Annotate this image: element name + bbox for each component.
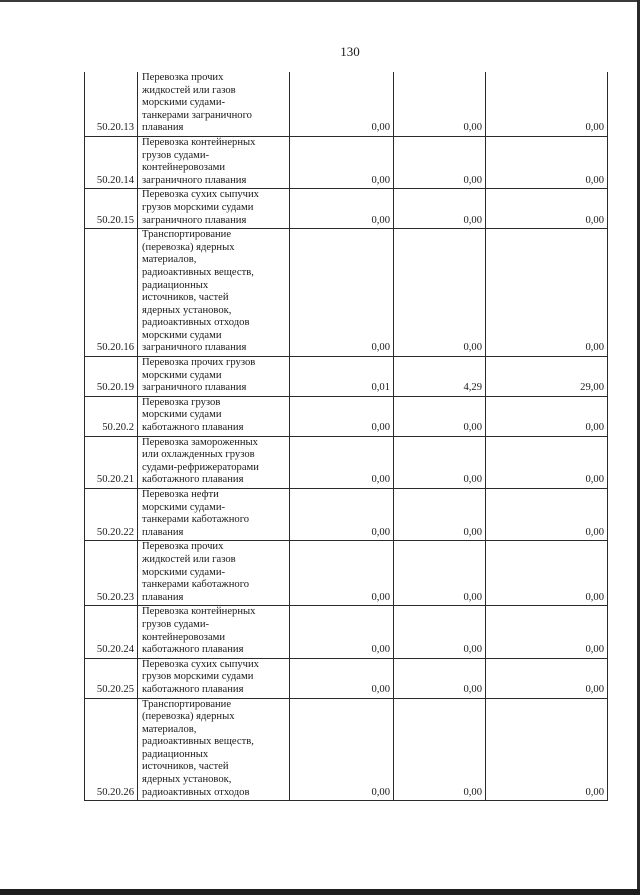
table-row: [85, 72, 608, 136]
row-code: 50.20.13: [85, 72, 138, 136]
row-name-line: морскими судами: [142, 369, 222, 381]
row-name-line: каботажного плавания: [142, 474, 244, 486]
row-value-v3: 0,00: [486, 606, 608, 658]
row-code: 50.20.16: [85, 229, 138, 357]
row-code: 50.20.15: [85, 189, 138, 229]
page-number: 130: [340, 44, 360, 59]
row-name-line: или охлажденных грузов: [142, 449, 255, 461]
row-name-line: радиоактивных отходов: [142, 317, 250, 329]
row-value-v1: 0,00: [290, 606, 394, 658]
row-name-line: Транспортирование: [142, 698, 232, 710]
row-name: [138, 698, 290, 801]
row-name-line: судами-рефрижераторами: [142, 461, 259, 473]
table-row: [85, 436, 608, 488]
data-table: [84, 72, 608, 801]
row-name-line: Перевозка замороженных: [142, 436, 258, 448]
row-code: 50.20.24: [85, 606, 138, 658]
row-code: 50.20.22: [85, 489, 138, 541]
row-name: [138, 72, 290, 136]
row-name: [138, 396, 290, 436]
row-name-line: морскими судами: [142, 409, 222, 421]
row-name-line: Перевозка контейнерных: [142, 606, 256, 618]
row-name: [138, 436, 290, 488]
row-name-line: контейнеровозами: [142, 631, 226, 643]
row-name: [138, 357, 290, 397]
table-row: [85, 136, 608, 188]
row-name-line: заграничного плавания: [142, 342, 247, 354]
row-name-line: радиоактивных веществ,: [142, 736, 254, 748]
row-name-line: морскими судами-: [142, 566, 226, 578]
row-name-line: Перевозка прочих грузов: [142, 357, 256, 369]
row-value-v2: 0,00: [394, 396, 486, 436]
row-name-line: (перевозка) ядерных: [142, 241, 235, 253]
row-name-line: жидкостей или газов: [142, 84, 236, 96]
row-code: 50.20.19: [85, 357, 138, 397]
row-value-v1: 0,01: [290, 357, 394, 397]
row-value-v2: 0,00: [394, 229, 486, 357]
row-value-v1: 0,00: [290, 658, 394, 698]
row-value-v1: 0,00: [290, 72, 394, 136]
row-name-line: источников, частей: [142, 761, 229, 773]
row-name-line: материалов,: [142, 254, 197, 266]
row-name-line: Перевозка сухих сыпучих: [142, 658, 259, 670]
row-name-line: материалов,: [142, 723, 197, 735]
table-body: [85, 72, 608, 801]
row-name: [138, 658, 290, 698]
row-name: [138, 189, 290, 229]
row-name: [138, 606, 290, 658]
table-row: [85, 658, 608, 698]
row-name-line: (перевозка) ядерных: [142, 711, 235, 723]
row-value-v1: 0,00: [290, 189, 394, 229]
row-name-line: радиационных: [142, 279, 209, 291]
row-name-line: грузов судами-: [142, 149, 210, 161]
row-name-line: ядерных установок,: [142, 304, 232, 316]
row-value-v3: 0,00: [486, 189, 608, 229]
row-name-line: морскими судами-: [142, 97, 226, 109]
row-name-line: каботажного плавания: [142, 683, 244, 695]
row-value-v2: 0,00: [394, 658, 486, 698]
row-value-v3: 0,00: [486, 436, 608, 488]
row-name-line: Перевозка нефти: [142, 489, 219, 500]
row-value-v3: 29,00: [486, 357, 608, 397]
row-value-v2: 0,00: [394, 136, 486, 188]
row-name-line: плавания: [142, 122, 184, 134]
table-row: [85, 229, 608, 357]
row-name: [138, 489, 290, 541]
scan-edge-top: [0, 0, 640, 2]
row-code: 50.20.26: [85, 698, 138, 801]
row-name: [138, 229, 290, 357]
row-value-v1: 0,00: [290, 396, 394, 436]
row-code: 50.20.25: [85, 658, 138, 698]
row-value-v1: 0,00: [290, 436, 394, 488]
row-code: 50.20.14: [85, 136, 138, 188]
row-name-line: заграничного плавания: [142, 382, 247, 394]
row-name-line: грузов судами-: [142, 618, 210, 630]
row-value-v1: 0,00: [290, 489, 394, 541]
row-name-line: Транспортирование: [142, 229, 232, 241]
row-value-v1: 0,00: [290, 229, 394, 357]
row-name-line: заграничного плавания: [142, 214, 247, 226]
row-value-v3: 0,00: [486, 658, 608, 698]
row-value-v1: 0,00: [290, 698, 394, 801]
row-name-line: морскими судами: [142, 329, 222, 341]
row-name: [138, 541, 290, 606]
row-value-v3: 0,00: [486, 489, 608, 541]
row-name-line: Перевозка грузов: [142, 396, 221, 408]
row-value-v1: 0,00: [290, 136, 394, 188]
scan-edge-bottom: [0, 889, 640, 895]
row-code: 50.20.23: [85, 541, 138, 606]
row-name: [138, 136, 290, 188]
table-row: [85, 698, 608, 801]
row-name-line: жидкостей или газов: [142, 553, 236, 565]
row-value-v2: 0,00: [394, 698, 486, 801]
row-name-line: морскими судами-: [142, 501, 226, 513]
row-value-v2: 0,00: [394, 72, 486, 136]
row-value-v3: 0,00: [486, 229, 608, 357]
table-row: [85, 189, 608, 229]
row-name-line: плавания: [142, 591, 184, 603]
row-value-v2: 0,00: [394, 489, 486, 541]
row-name-line: источников, частей: [142, 292, 229, 304]
row-value-v2: 0,00: [394, 436, 486, 488]
row-name-line: грузов морскими судами: [142, 201, 254, 213]
row-value-v3: 0,00: [486, 136, 608, 188]
table-row: [85, 357, 608, 397]
row-name-line: контейнеровозами: [142, 162, 226, 174]
table-row: [85, 606, 608, 658]
row-name-line: радиоактивных веществ,: [142, 266, 254, 278]
row-name-line: танкерами заграничного: [142, 109, 252, 121]
row-name-line: Перевозка прочих: [142, 541, 224, 553]
row-name-line: танкерами каботажного: [142, 579, 250, 591]
row-name-line: каботажного плавания: [142, 422, 244, 434]
row-name-line: плавания: [142, 526, 184, 538]
row-value-v2: 4,29: [394, 357, 486, 397]
row-value-v2: 0,00: [394, 541, 486, 606]
row-value-v2: 0,00: [394, 189, 486, 229]
table-row: [85, 541, 608, 606]
row-code: 50.20.21: [85, 436, 138, 488]
row-code: 50.20.2: [85, 396, 138, 436]
row-value-v2: 0,00: [394, 606, 486, 658]
row-value-v3: 0,00: [486, 396, 608, 436]
row-name-line: танкерами каботажного: [142, 514, 250, 526]
row-name-line: Перевозка прочих: [142, 72, 224, 83]
row-name-line: Перевозка сухих сыпучих: [142, 189, 259, 201]
row-value-v3: 0,00: [486, 541, 608, 606]
row-value-v3: 0,00: [486, 698, 608, 801]
row-name-line: Перевозка контейнерных: [142, 136, 256, 148]
table-row: [85, 396, 608, 436]
row-name-line: заграничного плавания: [142, 174, 247, 186]
row-value-v1: 0,00: [290, 541, 394, 606]
row-value-v3: 0,00: [486, 72, 608, 136]
row-name-line: радиационных: [142, 748, 209, 760]
row-name-line: ядерных установок,: [142, 774, 232, 786]
row-name-line: радиоактивных отходов: [142, 786, 250, 798]
table-row: [85, 489, 608, 541]
row-name-line: грузов морскими судами: [142, 671, 254, 683]
row-name-line: каботажного плавания: [142, 644, 244, 656]
